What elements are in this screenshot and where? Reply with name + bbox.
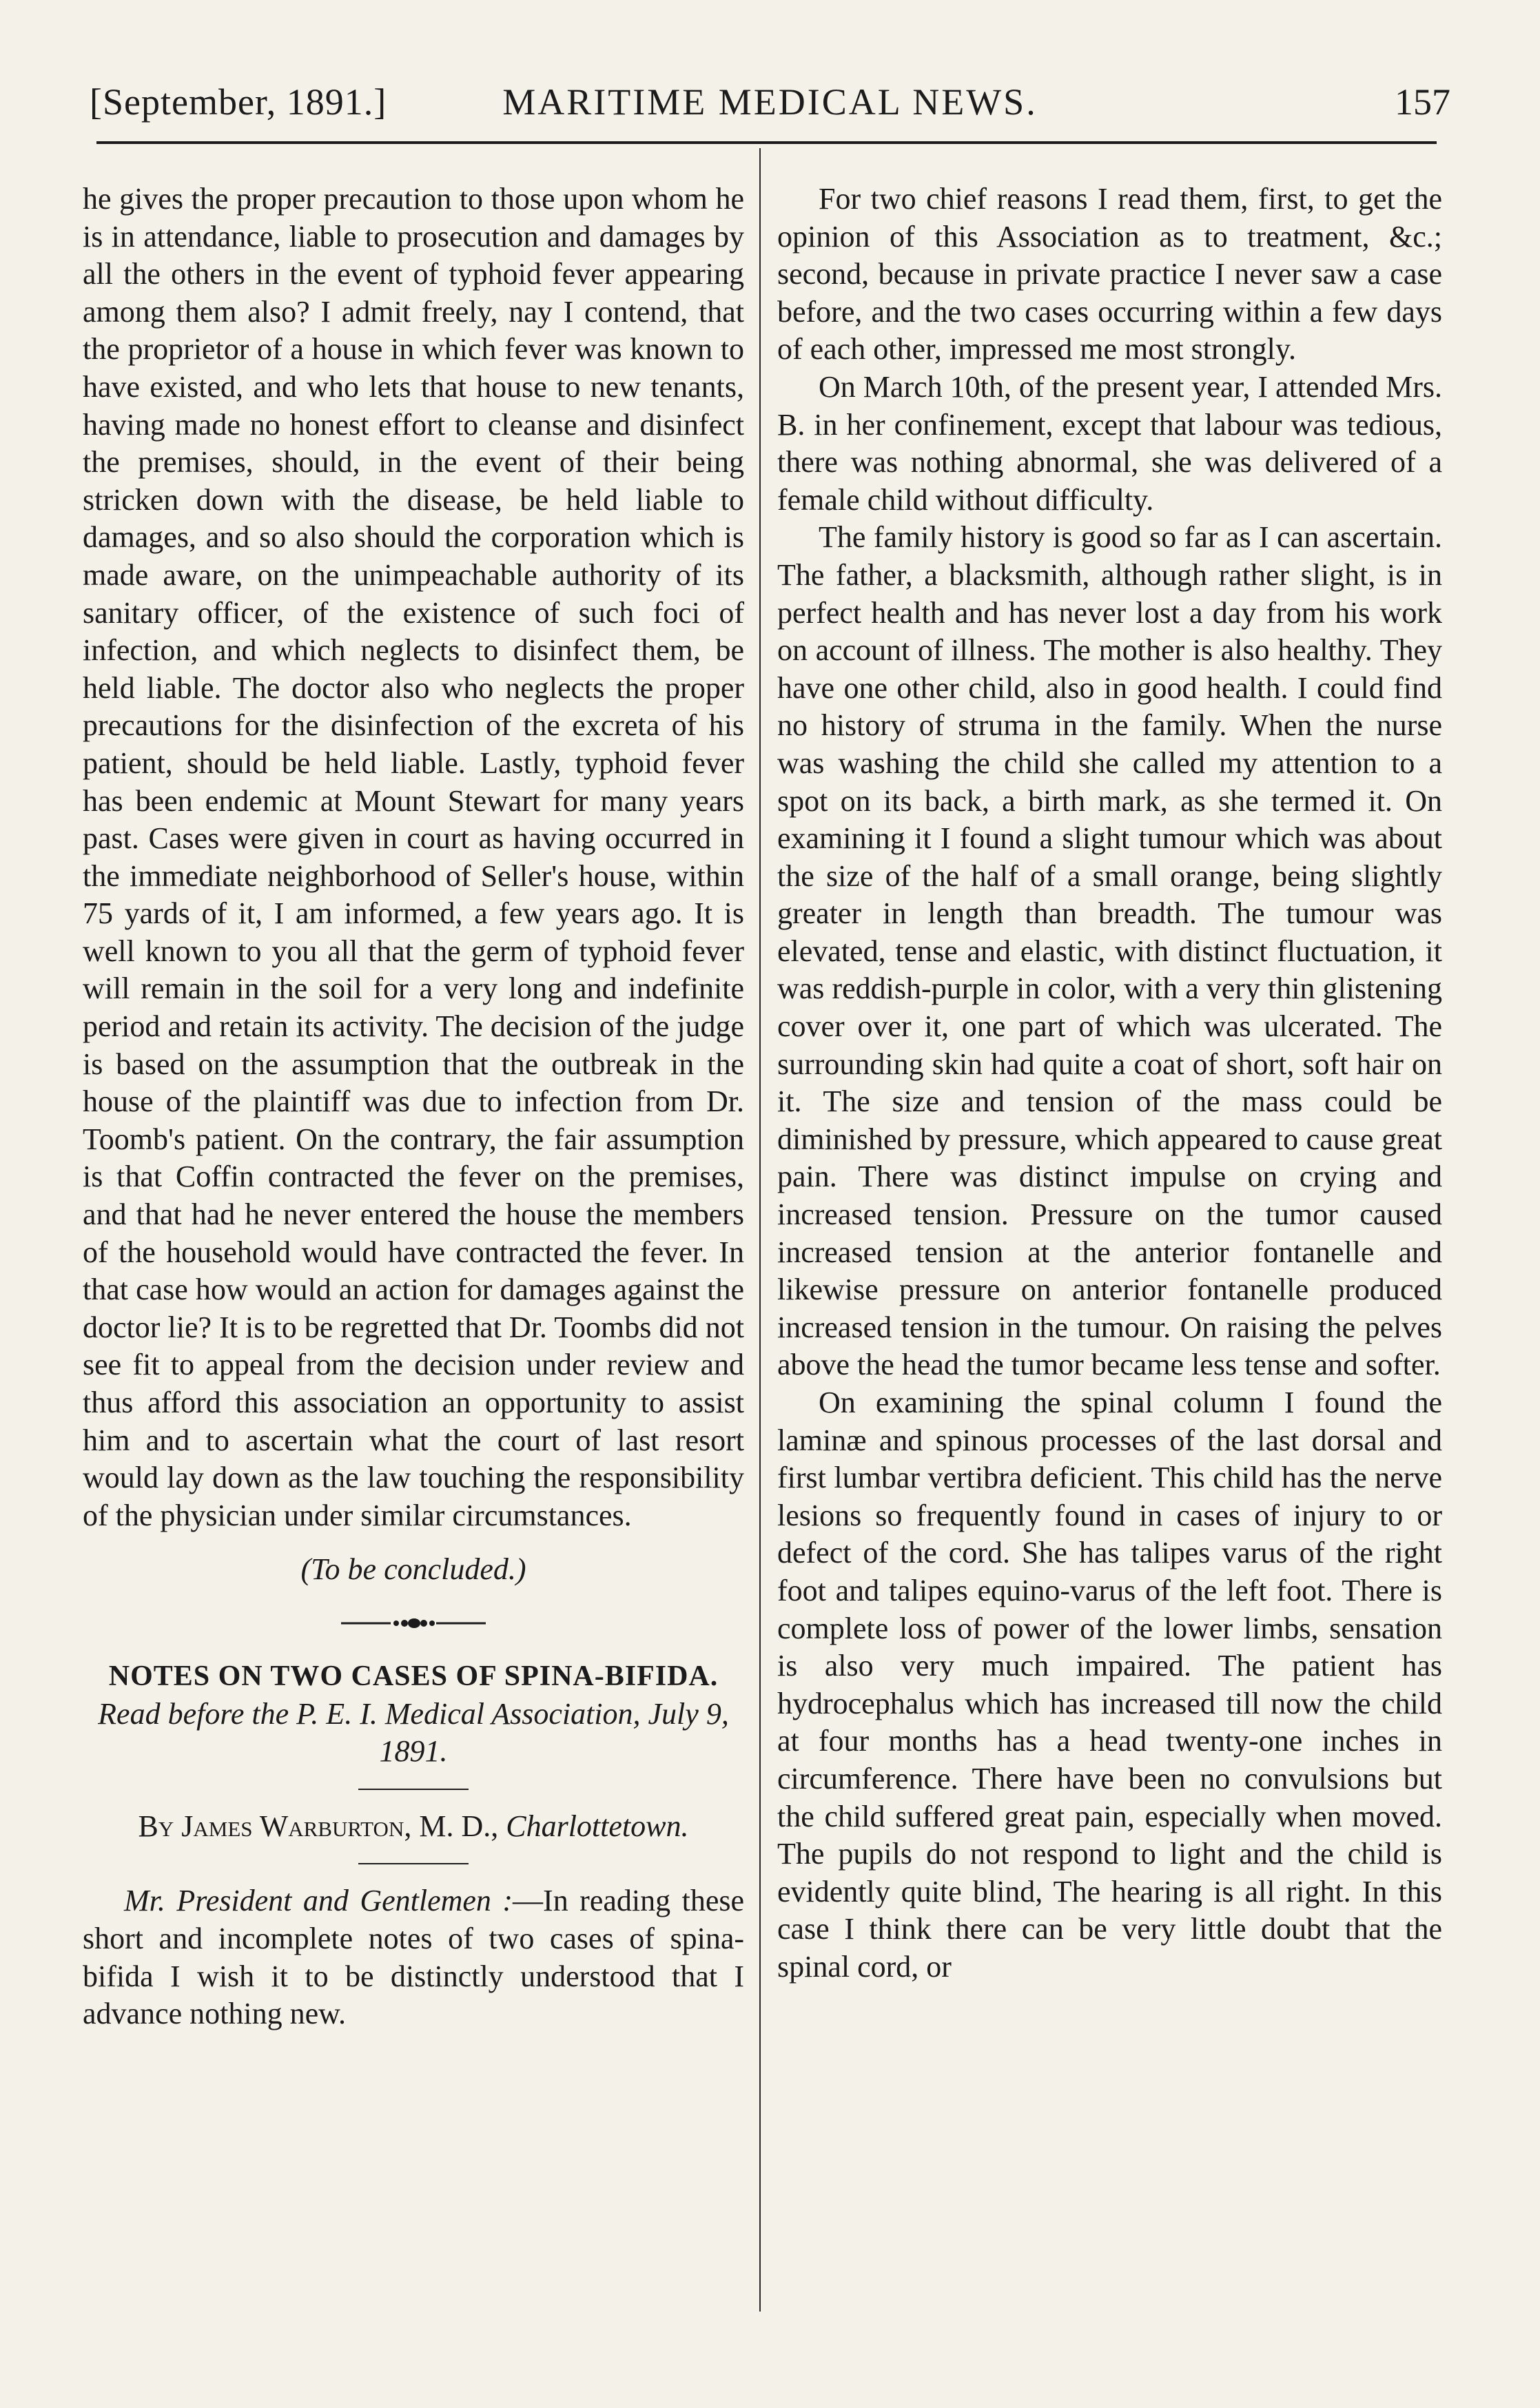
byline-place: Charlottetown. [506, 1809, 689, 1843]
byline-author: By James Warburton, M. D., [138, 1809, 499, 1843]
column-divider [759, 148, 761, 2312]
page-number: 157 [1395, 81, 1450, 123]
section-ornament [83, 1589, 744, 1658]
byline [83, 1808, 744, 1846]
ornament-divider-icon [341, 1616, 486, 1630]
paragraph: The family history is good so far as I can ascertain. The father, a blacksmith, although rather slight, is in perfect health and has never lost a day from his work on account of illness. The mother is also healthy. They have one other child, also in good health. I could find no history of struma in the family. When the nurse was washing the child she called my attention to a spot on its back, a birth mark, as she termed it. On examining it I found a slight tumour which was about the size of the half of a small orange, being slightly greater in length than breadth. The tumour was elevated, tense and elastic, with distinct fluctuation, it was reddish-purple in color, with a very thin glistening cover over it, one part of which was ulcerated. The surrounding skin had quite a coat of short, soft hair on it. The size and tension of the mass could be diminished by pressure, which appeared to cause great pain. There was distinct impulse on crying and increased tension. Pressure on the tumor caused increased tension at the anterior fontanelle and likewise pressure on anterior fontanelle produced increased tension in the tumour. On raising the pelves above the head the tumor became less tense and softer. [777, 520, 1442, 1382]
journal-title: MARITIME MEDICAL NEWS. [502, 81, 1038, 123]
right-column [777, 181, 1442, 1986]
read-before-note: Read before the P. E. I. Medical Association, July 9, 1891. [98, 1696, 729, 1769]
opening-text: —In reading these short and incomplete notes of two cases of spina-bifida I wish it to be distinctly understood that I advance nothing new. [83, 1884, 744, 2031]
short-rule-2 [358, 1863, 469, 1864]
paragraph: On examining the spinal column I found the laminæ and spinous processes of the last dorsal and first lumbar vertibra deficient. This child has the nerve lesions so frequently found in cases of injury to or defect of the cord. She has talipes varus of the right foot and talipes equino-varus of the left foot. There is complete loss of power of the lower limbs, sensation is also very much impaired. The patient has hydrocephalus which has increased till now the child at four months has a head twenty-one inches in circumference. There have been no convulsions but the child suffered great pain, especially when moved. The pupils do not respond to light and the child is evidently quite blind, The hearing is all right. In this case I think there can be very little doubt that the spinal cord, or [777, 1386, 1442, 1984]
to-be-concluded: (To be concluded.) [300, 1552, 526, 1587]
running-header [90, 74, 1450, 130]
header-rule [96, 141, 1437, 144]
short-rule [358, 1789, 469, 1790]
article-title: NOTES ON TWO CASES OF SPINA-BIFIDA. [108, 1660, 719, 1692]
paragraph: For two chief reasons I read them, first, to get the opinion of this Association as to treatment, &c.; second, because in private practice I never saw a case before, and the two cases occurring within a few days of each other, impressed me most strongly. [777, 182, 1442, 367]
opening-paragraph [83, 1882, 744, 2033]
left-column [83, 181, 744, 2033]
continued-paragraph: he gives the proper precaution to those upon whom he is in attendance, liable to prosecution and damages by all the others in the event of typhoid fever appearing among them also? I admit freely, nay I contend, that the proprietor of a house in which fever was known to have existed, and who lets that house to new tenants, having made no honest effort to cleanse and disinfect the premises, should, in the event of their being stricken down with the disease, be held liable to damages, and so also should the corporation which is made aware, on the unimpeachable authority of its sanitary officer, of the existence of such foci of infection, and which neglects to disinfect them, be held liable. The doctor also who neglects the proper precautions for the disinfection of the excreta of his patient, should be held liable. Lastly, typhoid fever has been endemic at Mount Stewart for many years past. Cases were given in court as having occurred in the immediate neighborhood of Seller's house, within 75 yards of it, I am informed, a few years ago. It is well known to you all that the germ of typhoid fever will remain in the soil for a very long and indefinite period and retain its activity. The decision of the judge is based on the assumption that the outbreak in the house of the plaintiff was due to infection from Dr. Toomb's patient. On the contrary, the fair assumption is that Coffin contracted the fever on the premises, and that had he never entered the house the members of the household would have contracted the fever. In that case how would an action for damages against the doctor lie? It is to be regretted that Dr. Toombs did not see fit to appeal from the decision under review and thus afford this association an opportunity to assist him and to ascertain what the court of last resort would lay down as the law touching the responsibility of the physician under similar circumstances. [83, 182, 744, 1532]
paragraph: On March 10th, of the present year, I attended Mrs. B. in her confinement, except that labour was tedious, there was nothing abnormal, she was delivered of a female child without difficulty. [777, 369, 1442, 517]
salutation: Mr. President and Gentlemen : [124, 1884, 513, 1918]
header-date: [September, 1891.] [90, 81, 387, 123]
